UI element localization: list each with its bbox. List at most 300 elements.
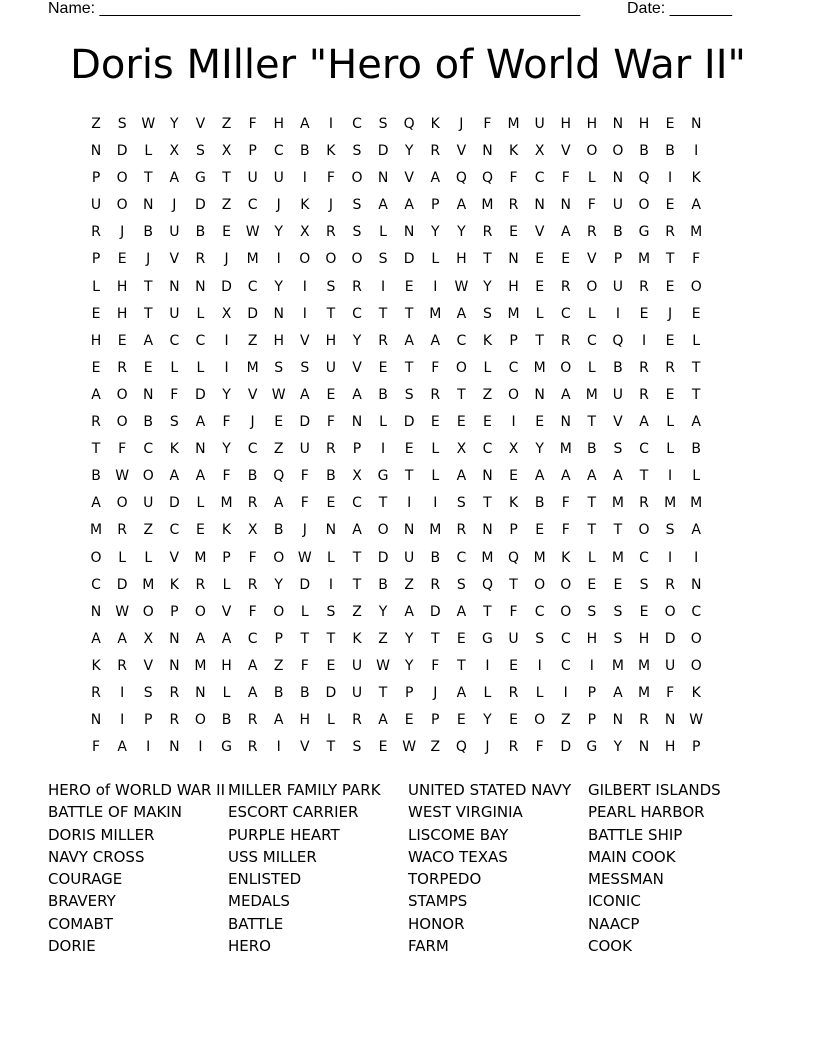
grid-letter[interactable]: N [482, 143, 493, 160]
grid-letter[interactable]: R [586, 224, 597, 241]
grid-letter[interactable]: N [90, 603, 102, 620]
grid-letter[interactable]: B [587, 441, 597, 458]
grid-letter[interactable]: H [638, 116, 650, 132]
grid-letter[interactable]: E [91, 359, 101, 376]
grid-letter[interactable]: L [144, 549, 153, 566]
grid-letter[interactable]: E [430, 414, 440, 431]
grid-letter[interactable]: A [404, 197, 414, 214]
grid-letter[interactable]: I [146, 739, 151, 756]
grid-letter[interactable]: R [117, 657, 127, 674]
grid-letter[interactable]: U [612, 278, 624, 295]
grid-letter[interactable]: T [378, 305, 388, 322]
grid-letter[interactable]: Z [143, 522, 154, 539]
grid-letter[interactable]: K [300, 197, 310, 214]
grid-letter[interactable]: O [351, 170, 363, 187]
grid-letter[interactable]: N [403, 522, 415, 539]
grid-letter[interactable]: P [587, 684, 597, 701]
grid-letter[interactable]: Y [483, 278, 492, 295]
grid-letter[interactable]: N [560, 414, 571, 431]
grid-letter[interactable]: R [560, 332, 571, 349]
grid-letter[interactable]: C [534, 603, 545, 620]
grid-letter[interactable]: K [221, 522, 232, 539]
grid-letter[interactable]: L [144, 143, 153, 160]
grid-letter[interactable]: C [534, 170, 545, 187]
grid-letter[interactable]: O [116, 197, 128, 214]
grid-letter[interactable]: L [196, 305, 205, 322]
grid-letter[interactable]: P [509, 522, 518, 539]
grid-letter[interactable]: O [638, 522, 650, 539]
name-field-label[interactable]: Name: ______________________________________________________ [48, 0, 581, 17]
grid-letter[interactable]: T [457, 657, 466, 674]
grid-letter[interactable]: E [222, 224, 231, 241]
grid-letter[interactable]: Y [535, 441, 544, 458]
grid-letter[interactable]: F [431, 657, 440, 674]
grid-letter[interactable]: J [459, 116, 464, 132]
grid-letter[interactable]: J [146, 251, 151, 268]
grid-letter[interactable]: U [508, 630, 519, 647]
grid-letter[interactable]: I [302, 170, 307, 187]
grid-letter[interactable]: U [273, 170, 284, 187]
grid-letter[interactable]: L [692, 332, 701, 349]
grid-letter[interactable]: T [430, 630, 440, 647]
grid-letter[interactable]: A [195, 414, 206, 431]
grid-letter[interactable]: Y [222, 441, 231, 458]
grid-letter[interactable]: O [690, 278, 702, 295]
grid-letter[interactable]: K [352, 630, 362, 647]
grid-letter[interactable]: I [120, 712, 125, 729]
grid-letter[interactable]: M [559, 441, 572, 458]
grid-letter[interactable]: I [198, 739, 203, 756]
grid-letter[interactable]: L [326, 712, 335, 729]
grid-letter[interactable]: M [90, 522, 103, 539]
grid-letter[interactable]: A [300, 116, 310, 132]
grid-letter[interactable]: A [560, 386, 571, 403]
grid-letter[interactable]: N [638, 739, 650, 756]
grid-letter[interactable]: N [508, 251, 519, 268]
grid-letter[interactable]: Q [455, 170, 467, 187]
grid-letter[interactable]: A [300, 386, 310, 403]
grid-letter[interactable]: L [692, 468, 701, 485]
grid-letter[interactable]: D [299, 576, 311, 593]
grid-letter[interactable]: F [248, 549, 257, 566]
grid-letter[interactable]: X [221, 305, 232, 322]
grid-letter[interactable]: V [534, 224, 545, 241]
grid-letter[interactable]: O [90, 549, 102, 566]
grid-letter[interactable]: R [430, 386, 441, 403]
grid-letter[interactable]: N [169, 630, 180, 647]
grid-letter[interactable]: W [141, 116, 156, 132]
grid-letter[interactable]: K [91, 657, 101, 674]
grid-letter[interactable]: N [690, 576, 702, 593]
grid-letter[interactable]: K [482, 332, 493, 349]
grid-letter[interactable]: S [352, 739, 362, 756]
grid-letter[interactable]: O [664, 603, 676, 620]
grid-letter[interactable]: A [91, 630, 101, 647]
grid-letter[interactable]: Q [508, 549, 520, 566]
grid-letter[interactable]: E [117, 332, 127, 349]
grid-letter[interactable]: L [300, 603, 309, 620]
grid-letter[interactable]: C [247, 441, 258, 458]
grid-letter[interactable]: Y [222, 386, 231, 403]
grid-letter[interactable]: E [378, 739, 388, 756]
grid-letter[interactable]: Z [378, 630, 388, 647]
grid-letter[interactable]: I [407, 495, 412, 512]
grid-letter[interactable]: P [613, 251, 623, 268]
grid-letter[interactable]: I [589, 657, 594, 674]
grid-letter[interactable]: D [377, 549, 389, 566]
grid-letter[interactable]: A [169, 170, 180, 187]
grid-letter[interactable]: G [194, 170, 206, 187]
grid-letter[interactable]: R [91, 224, 101, 241]
grid-letter[interactable]: H [116, 305, 128, 322]
grid-letter[interactable]: M [637, 684, 651, 701]
grid-letter[interactable]: O [534, 712, 546, 729]
grid-letter[interactable]: S [535, 630, 545, 647]
grid-letter[interactable]: A [639, 414, 649, 431]
grid-letter[interactable]: P [222, 549, 231, 566]
grid-letter[interactable]: O [273, 549, 285, 566]
grid-letter[interactable]: Z [273, 657, 284, 674]
grid-letter[interactable]: R [247, 739, 258, 756]
grid-letter[interactable]: Z [221, 116, 232, 132]
grid-letter[interactable]: L [587, 170, 596, 187]
grid-letter[interactable]: T [222, 170, 231, 187]
grid-letter[interactable]: K [326, 143, 336, 160]
grid-letter[interactable]: A [117, 630, 127, 647]
grid-letter[interactable]: X [300, 224, 310, 241]
grid-letter[interactable]: L [170, 359, 179, 376]
grid-letter[interactable]: O [586, 143, 598, 160]
grid-letter[interactable]: Y [613, 739, 623, 756]
grid-letter[interactable]: I [668, 170, 673, 187]
grid-letter[interactable]: R [352, 712, 362, 729]
grid-letter[interactable]: B [613, 224, 623, 241]
grid-letter[interactable]: S [378, 251, 388, 268]
grid-letter[interactable]: R [430, 576, 441, 593]
grid-letter[interactable]: E [456, 414, 466, 431]
grid-letter[interactable]: P [509, 332, 518, 349]
grid-letter[interactable]: V [247, 386, 258, 403]
grid-letter[interactable]: F [535, 739, 544, 756]
grid-letter[interactable]: T [457, 386, 466, 403]
grid-letter[interactable]: R [91, 684, 101, 701]
grid-letter[interactable]: R [117, 359, 127, 376]
grid-letter[interactable]: T [91, 441, 101, 458]
grid-letter[interactable]: V [300, 739, 310, 756]
grid-letter[interactable]: A [456, 603, 467, 620]
grid-letter[interactable]: N [534, 386, 545, 403]
grid-letter[interactable]: D [560, 739, 572, 756]
grid-letter[interactable]: B [221, 712, 232, 729]
grid-letter[interactable]: B [143, 414, 154, 431]
grid-letter[interactable]: B [299, 143, 310, 160]
grid-letter[interactable]: X [352, 468, 362, 485]
grid-letter[interactable]: Y [274, 576, 283, 593]
grid-letter[interactable]: B [665, 143, 675, 160]
grid-letter[interactable]: G [586, 739, 598, 756]
grid-letter[interactable]: S [378, 116, 388, 132]
grid-letter[interactable]: M [429, 522, 442, 539]
grid-letter[interactable]: A [195, 468, 206, 485]
grid-letter[interactable]: W [297, 549, 312, 566]
grid-letter[interactable]: Y [170, 116, 179, 132]
grid-letter[interactable]: U [612, 386, 624, 403]
grid-letter[interactable]: M [429, 305, 442, 322]
grid-letter[interactable]: N [534, 197, 545, 214]
grid-letter[interactable]: J [668, 305, 673, 322]
grid-letter[interactable]: Y [483, 712, 492, 729]
grid-letter[interactable]: F [300, 657, 309, 674]
grid-letter[interactable]: U [351, 684, 363, 701]
grid-letter[interactable]: W [454, 278, 469, 295]
grid-letter[interactable]: Q [273, 468, 285, 485]
grid-letter[interactable]: N [325, 522, 337, 539]
grid-letter[interactable]: O [325, 251, 337, 268]
grid-letter[interactable]: E [535, 522, 545, 539]
grid-letter[interactable]: R [117, 522, 127, 539]
grid-letter[interactable]: C [586, 332, 597, 349]
grid-letter[interactable]: T [378, 495, 388, 512]
grid-letter[interactable]: M [637, 251, 651, 268]
grid-letter[interactable]: R [352, 278, 362, 295]
grid-letter[interactable]: D [403, 251, 415, 268]
grid-letter[interactable]: V [456, 143, 467, 160]
grid-letter[interactable]: O [560, 359, 572, 376]
grid-letter[interactable]: J [485, 739, 490, 756]
grid-letter[interactable]: S [117, 116, 127, 132]
grid-letter[interactable]: T [639, 468, 649, 485]
grid-letter[interactable]: Z [247, 332, 258, 349]
grid-letter[interactable]: F [666, 684, 675, 701]
grid-letter[interactable]: A [534, 468, 545, 485]
grid-letter[interactable]: N [142, 386, 154, 403]
grid-letter[interactable]: O [508, 386, 520, 403]
grid-letter[interactable]: L [222, 576, 231, 593]
grid-letter[interactable]: R [430, 143, 441, 160]
grid-letter[interactable]: G [221, 739, 232, 756]
grid-letter[interactable]: O [194, 712, 206, 729]
grid-letter[interactable]: U [247, 170, 258, 187]
grid-letter[interactable]: S [587, 603, 597, 620]
grid-letter[interactable]: I [328, 116, 333, 132]
grid-letter[interactable]: S [274, 359, 284, 376]
grid-letter[interactable]: D [116, 576, 128, 593]
grid-letter[interactable]: B [273, 522, 284, 539]
grid-letter[interactable]: A [404, 332, 414, 349]
grid-letter[interactable]: S [483, 305, 492, 322]
grid-letter[interactable]: E [665, 278, 675, 295]
grid-letter[interactable]: J [120, 224, 125, 241]
grid-letter[interactable]: P [691, 739, 701, 756]
grid-letter[interactable]: A [273, 712, 284, 729]
grid-letter[interactable]: E [639, 305, 649, 322]
grid-letter[interactable]: U [90, 197, 102, 214]
grid-letter[interactable]: E [665, 386, 675, 403]
grid-letter[interactable]: H [325, 332, 337, 349]
grid-letter[interactable]: W [376, 657, 390, 674]
grid-letter[interactable]: B [195, 224, 206, 241]
grid-letter[interactable]: J [433, 684, 438, 701]
grid-letter[interactable]: C [352, 305, 362, 322]
grid-letter[interactable]: I [120, 684, 125, 701]
grid-letter[interactable]: R [247, 576, 258, 593]
grid-letter[interactable]: R [665, 576, 675, 593]
grid-letter[interactable]: I [668, 549, 673, 566]
grid-letter[interactable]: P [144, 712, 153, 729]
grid-letter[interactable]: I [433, 495, 438, 512]
grid-letter[interactable]: M [142, 576, 155, 593]
grid-letter[interactable]: D [664, 630, 676, 647]
grid-letter[interactable]: E [326, 495, 336, 512]
grid-letter[interactable]: N [90, 712, 102, 729]
grid-letter[interactable]: T [326, 305, 336, 322]
grid-letter[interactable]: A [91, 495, 101, 512]
grid-letter[interactable]: L [196, 495, 205, 512]
grid-letter[interactable]: L [118, 549, 127, 566]
grid-letter[interactable]: Q [455, 739, 467, 756]
grid-letter[interactable]: H [221, 657, 232, 674]
grid-letter[interactable]: T [143, 170, 153, 187]
grid-letter[interactable]: E [483, 414, 492, 431]
grid-letter[interactable]: B [378, 576, 388, 593]
grid-letter[interactable]: P [587, 712, 597, 729]
grid-letter[interactable]: I [328, 576, 333, 593]
grid-letter[interactable]: D [403, 414, 415, 431]
grid-letter[interactable]: H [273, 116, 284, 132]
grid-letter[interactable]: T [509, 576, 518, 593]
grid-letter[interactable]: A [273, 495, 284, 512]
grid-letter[interactable]: U [169, 305, 180, 322]
grid-letter[interactable]: I [563, 684, 568, 701]
grid-letter[interactable]: W [245, 224, 260, 241]
grid-letter[interactable]: S [456, 495, 466, 512]
grid-letter[interactable]: W [402, 739, 417, 756]
grid-letter[interactable]: E [143, 359, 153, 376]
grid-letter[interactable]: A [430, 332, 441, 349]
grid-letter[interactable]: T [587, 522, 597, 539]
grid-letter[interactable]: Z [482, 386, 493, 403]
grid-letter[interactable]: T [665, 251, 675, 268]
grid-letter[interactable]: L [535, 684, 544, 701]
grid-letter[interactable]: M [246, 251, 259, 268]
grid-letter[interactable]: E [509, 468, 518, 485]
grid-letter[interactable]: I [276, 251, 281, 268]
grid-letter[interactable]: A [378, 197, 388, 214]
grid-letter[interactable]: P [274, 630, 283, 647]
grid-letter[interactable]: H [560, 116, 571, 132]
grid-letter[interactable]: Z [404, 576, 414, 593]
grid-letter[interactable]: B [378, 386, 388, 403]
grid-letter[interactable]: C [247, 278, 258, 295]
grid-letter[interactable]: E [509, 224, 518, 241]
grid-letter[interactable]: S [404, 386, 414, 403]
grid-letter[interactable]: S [456, 576, 466, 593]
grid-letter[interactable]: R [195, 251, 206, 268]
grid-letter[interactable]: C [273, 143, 284, 160]
grid-letter[interactable]: K [561, 549, 571, 566]
grid-letter[interactable]: J [276, 197, 281, 214]
grid-letter[interactable]: A [456, 305, 467, 322]
grid-letter[interactable]: C [195, 332, 206, 349]
grid-letter[interactable]: Y [430, 224, 440, 241]
grid-letter[interactable]: S [665, 522, 675, 539]
grid-letter[interactable]: P [352, 441, 362, 458]
grid-letter[interactable]: O [612, 143, 624, 160]
grid-letter[interactable]: A [613, 468, 623, 485]
grid-letter[interactable]: B [639, 143, 649, 160]
grid-letter[interactable]: M [611, 549, 624, 566]
grid-letter[interactable]: O [299, 251, 311, 268]
grid-letter[interactable]: B [534, 495, 545, 512]
grid-letter[interactable]: T [587, 414, 597, 431]
grid-letter[interactable]: N [169, 278, 180, 295]
grid-letter[interactable]: D [168, 495, 180, 512]
grid-letter[interactable]: V [352, 359, 362, 376]
grid-letter[interactable]: I [694, 143, 699, 160]
grid-letter[interactable]: D [377, 143, 389, 160]
grid-letter[interactable]: X [456, 441, 467, 458]
grid-letter[interactable]: C [560, 657, 571, 674]
grid-letter[interactable]: R [639, 278, 649, 295]
grid-letter[interactable]: F [300, 468, 309, 485]
grid-letter[interactable]: A [691, 197, 701, 214]
grid-letter[interactable]: R [326, 224, 336, 241]
grid-letter[interactable]: F [326, 170, 335, 187]
grid-letter[interactable]: N [169, 739, 180, 756]
grid-letter[interactable]: H [508, 278, 519, 295]
grid-letter[interactable]: E [535, 251, 545, 268]
grid-letter[interactable]: L [666, 414, 675, 431]
grid-letter[interactable]: L [92, 278, 100, 295]
grid-letter[interactable]: W [115, 468, 130, 485]
grid-letter[interactable]: N [90, 143, 102, 160]
grid-letter[interactable]: L [431, 251, 440, 268]
grid-letter[interactable]: J [172, 197, 177, 214]
grid-letter[interactable]: J [328, 197, 333, 214]
grid-letter[interactable]: E [326, 657, 336, 674]
grid-letter[interactable]: I [433, 278, 438, 295]
grid-letter[interactable]: U [299, 441, 310, 458]
grid-letter[interactable]: N [403, 224, 415, 241]
grid-letter[interactable]: W [115, 603, 130, 620]
grid-letter[interactable]: I [302, 278, 307, 295]
grid-letter[interactable]: N [142, 197, 154, 214]
grid-letter[interactable]: T [691, 359, 701, 376]
grid-letter[interactable]: U [664, 657, 676, 674]
grid-letter[interactable]: Y [404, 657, 414, 674]
grid-letter[interactable]: F [222, 468, 231, 485]
grid-letter[interactable]: C [169, 522, 180, 539]
grid-letter[interactable]: A [430, 170, 441, 187]
grid-letter[interactable]: U [143, 495, 154, 512]
grid-letter[interactable]: C [143, 441, 154, 458]
grid-letter[interactable]: L [587, 359, 596, 376]
grid-letter[interactable]: A [378, 712, 388, 729]
grid-letter[interactable]: Q [403, 116, 415, 132]
grid-letter[interactable]: M [664, 495, 677, 512]
grid-letter[interactable]: I [381, 278, 386, 295]
grid-letter[interactable]: D [221, 278, 232, 295]
grid-letter[interactable]: R [378, 332, 388, 349]
grid-letter[interactable]: E [639, 603, 649, 620]
grid-letter[interactable]: N [612, 712, 624, 729]
grid-letter[interactable]: W [689, 712, 704, 729]
grid-letter[interactable]: N [195, 684, 206, 701]
grid-letter[interactable]: T [483, 495, 492, 512]
grid-letter[interactable]: N [195, 278, 206, 295]
grid-letter[interactable]: R [639, 359, 649, 376]
grid-letter[interactable]: O [116, 170, 128, 187]
